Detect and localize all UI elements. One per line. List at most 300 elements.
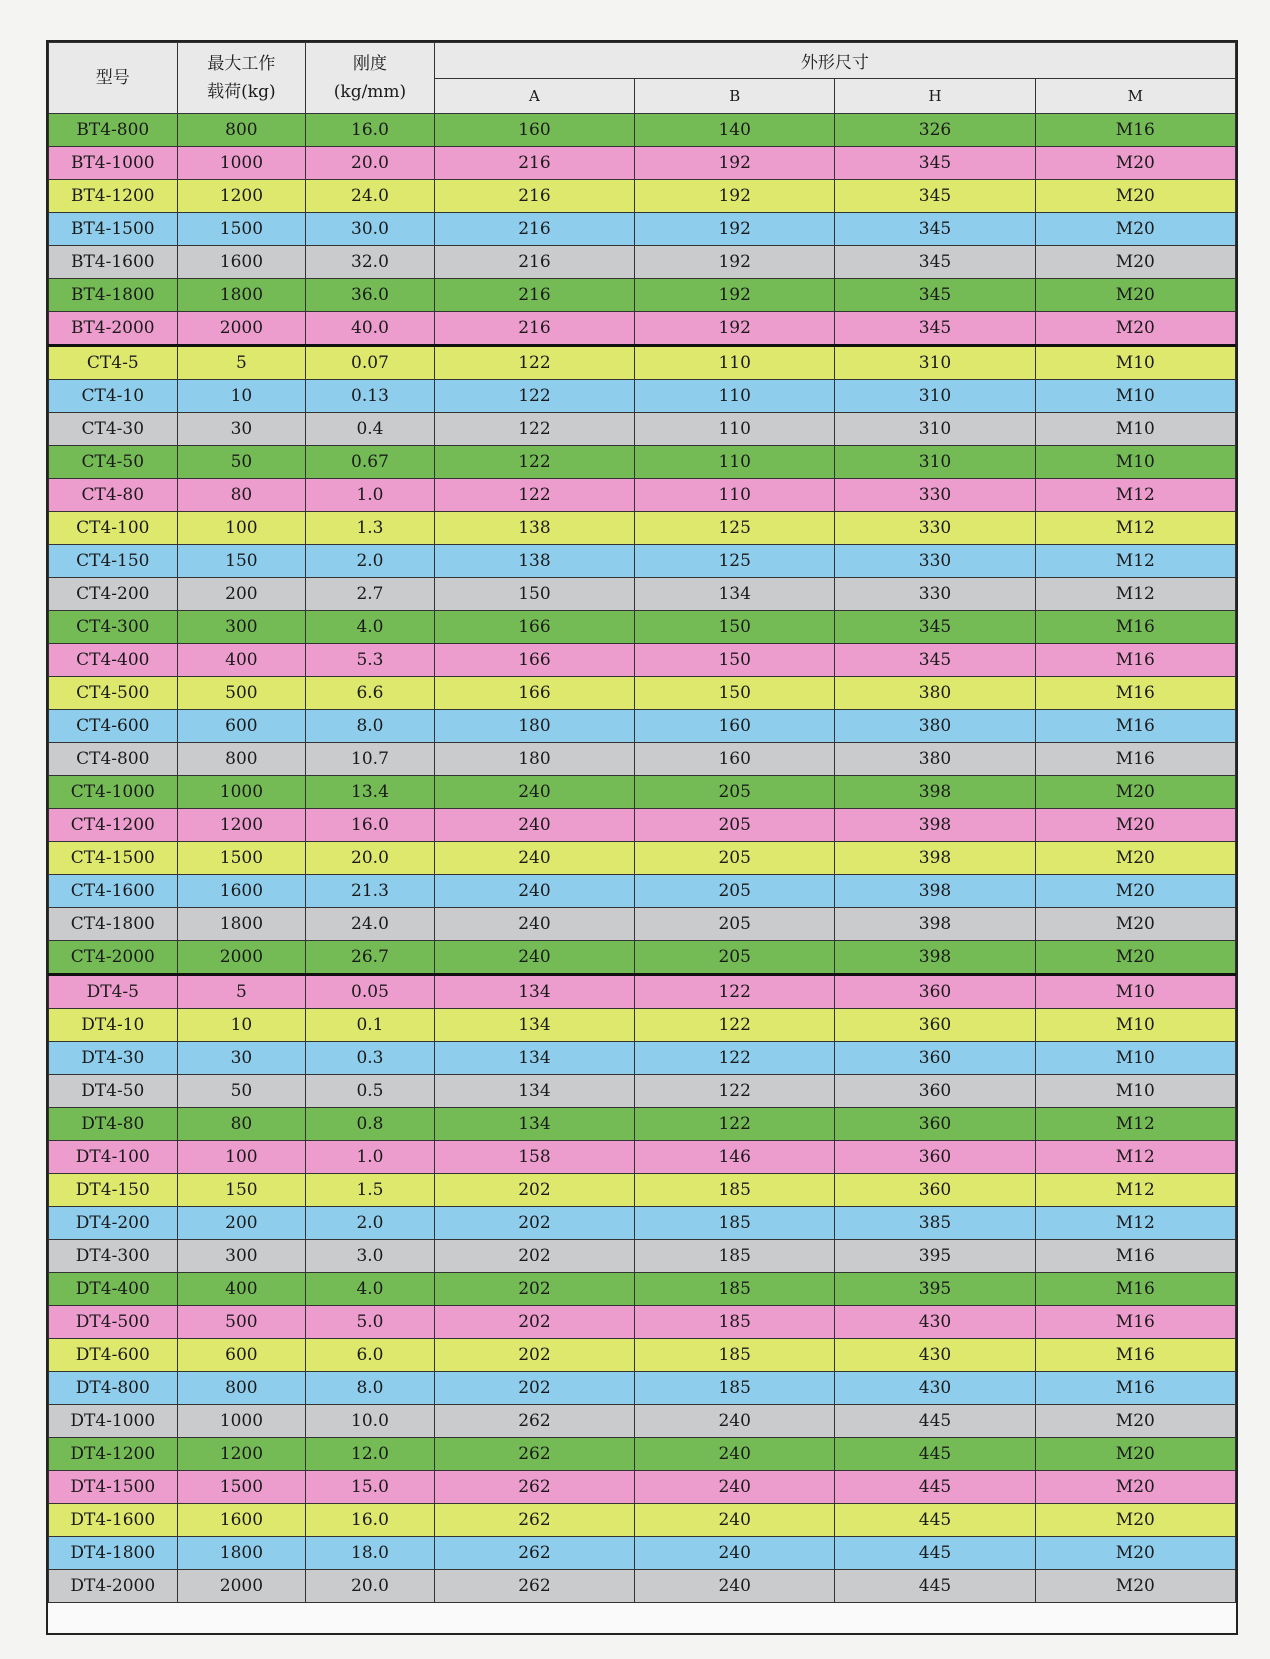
cell-model: DT4-300 (49, 1240, 178, 1273)
cell-model: CT4-1000 (49, 776, 178, 809)
cell-h: 345 (835, 644, 1035, 677)
cell-model: CT4-200 (49, 578, 178, 611)
cell-model: DT4-1600 (49, 1504, 178, 1537)
table-row (49, 842, 1236, 875)
cell-h: 430 (835, 1306, 1035, 1339)
cell-b: 110 (635, 413, 835, 446)
cell-m: M16 (1035, 1372, 1235, 1405)
cell-m: M20 (1035, 147, 1235, 180)
table-row (49, 677, 1236, 710)
cell-m: M20 (1035, 941, 1235, 975)
cell-h: 398 (835, 908, 1035, 941)
cell-stiffness: 5.3 (306, 644, 435, 677)
cell-m: M16 (1035, 611, 1235, 644)
cell-a: 138 (434, 545, 634, 578)
table-row (49, 1570, 1236, 1603)
cell-h: 345 (835, 312, 1035, 346)
cell-model: DT4-50 (49, 1075, 178, 1108)
cell-m: M10 (1035, 1042, 1235, 1075)
cell-a: 240 (434, 941, 634, 975)
cell-m: M20 (1035, 1405, 1235, 1438)
cell-stiffness: 24.0 (306, 180, 435, 213)
table-row (49, 246, 1236, 279)
cell-max-load: 200 (177, 578, 306, 611)
table-row (49, 279, 1236, 312)
cell-m: M16 (1035, 677, 1235, 710)
cell-model: CT4-100 (49, 512, 178, 545)
cell-h: 445 (835, 1405, 1035, 1438)
cell-max-load: 1500 (177, 213, 306, 246)
cell-max-load: 10 (177, 1009, 306, 1042)
cell-model: CT4-30 (49, 413, 178, 446)
cell-h: 360 (835, 1108, 1035, 1141)
cell-a: 202 (434, 1306, 634, 1339)
cell-a: 122 (434, 446, 634, 479)
cell-m: M10 (1035, 346, 1235, 380)
table-row (49, 1273, 1236, 1306)
cell-m: M16 (1035, 644, 1235, 677)
cell-a: 166 (434, 644, 634, 677)
cell-h: 395 (835, 1273, 1035, 1306)
table-row (49, 743, 1236, 776)
cell-a: 202 (434, 1273, 634, 1306)
cell-a: 240 (434, 842, 634, 875)
cell-max-load: 10 (177, 380, 306, 413)
cell-stiffness: 0.1 (306, 1009, 435, 1042)
cell-b: 240 (635, 1405, 835, 1438)
cell-b: 205 (635, 776, 835, 809)
table-row (49, 380, 1236, 413)
cell-b: 185 (635, 1240, 835, 1273)
cell-b: 192 (635, 213, 835, 246)
cell-max-load: 1200 (177, 1438, 306, 1471)
cell-m: M20 (1035, 1438, 1235, 1471)
cell-stiffness: 20.0 (306, 842, 435, 875)
cell-h: 345 (835, 180, 1035, 213)
cell-stiffness: 30.0 (306, 213, 435, 246)
cell-a: 240 (434, 776, 634, 809)
cell-b: 192 (635, 180, 835, 213)
cell-b: 205 (635, 875, 835, 908)
cell-m: M20 (1035, 776, 1235, 809)
cell-stiffness: 0.05 (306, 975, 435, 1009)
cell-a: 122 (434, 380, 634, 413)
cell-b: 122 (635, 1075, 835, 1108)
table-body (49, 114, 1236, 1603)
cell-b: 122 (635, 1042, 835, 1075)
cell-stiffness: 0.3 (306, 1042, 435, 1075)
cell-model: BT4-1000 (49, 147, 178, 180)
cell-h: 395 (835, 1240, 1035, 1273)
cell-model: CT4-1500 (49, 842, 178, 875)
cell-m: M20 (1035, 875, 1235, 908)
cell-max-load: 600 (177, 710, 306, 743)
cell-b: 185 (635, 1207, 835, 1240)
cell-h: 345 (835, 147, 1035, 180)
cell-a: 262 (434, 1570, 634, 1603)
cell-stiffness: 36.0 (306, 279, 435, 312)
cell-stiffness: 2.0 (306, 1207, 435, 1240)
table-row (49, 1537, 1236, 1570)
cell-max-load: 5 (177, 346, 306, 380)
header-max-load: 最大工作 载荷(kg) (177, 43, 306, 114)
cell-stiffness: 20.0 (306, 147, 435, 180)
cell-stiffness: 2.7 (306, 578, 435, 611)
cell-model: DT4-100 (49, 1141, 178, 1174)
table-row (49, 1339, 1236, 1372)
cell-max-load: 100 (177, 1141, 306, 1174)
cell-b: 205 (635, 809, 835, 842)
cell-stiffness: 1.5 (306, 1174, 435, 1207)
cell-a: 134 (434, 1042, 634, 1075)
cell-b: 122 (635, 1009, 835, 1042)
cell-max-load: 300 (177, 611, 306, 644)
table-row (49, 908, 1236, 941)
cell-a: 216 (434, 180, 634, 213)
cell-b: 150 (635, 644, 835, 677)
cell-h: 310 (835, 346, 1035, 380)
cell-h: 310 (835, 446, 1035, 479)
cell-h: 345 (835, 213, 1035, 246)
cell-model: DT4-2000 (49, 1570, 178, 1603)
cell-b: 185 (635, 1339, 835, 1372)
cell-m: M16 (1035, 1273, 1235, 1306)
cell-model: BT4-1600 (49, 246, 178, 279)
cell-b: 125 (635, 545, 835, 578)
cell-m: M12 (1035, 479, 1235, 512)
cell-m: M20 (1035, 1570, 1235, 1603)
cell-h: 330 (835, 479, 1035, 512)
table-row (49, 1009, 1236, 1042)
cell-b: 192 (635, 279, 835, 312)
header-a: A (434, 79, 634, 114)
cell-h: 330 (835, 512, 1035, 545)
table-row (49, 213, 1236, 246)
cell-a: 122 (434, 413, 634, 446)
cell-a: 134 (434, 1075, 634, 1108)
cell-h: 360 (835, 975, 1035, 1009)
cell-h: 360 (835, 1075, 1035, 1108)
cell-a: 202 (434, 1339, 634, 1372)
cell-m: M20 (1035, 842, 1235, 875)
cell-model: BT4-1200 (49, 180, 178, 213)
cell-model: CT4-50 (49, 446, 178, 479)
cell-m: M10 (1035, 1075, 1235, 1108)
cell-model: DT4-1500 (49, 1471, 178, 1504)
cell-model: DT4-500 (49, 1306, 178, 1339)
cell-b: 110 (635, 446, 835, 479)
table-row (49, 180, 1236, 213)
cell-b: 160 (635, 743, 835, 776)
cell-max-load: 1500 (177, 1471, 306, 1504)
cell-stiffness: 12.0 (306, 1438, 435, 1471)
cell-stiffness: 20.0 (306, 1570, 435, 1603)
cell-model: CT4-2000 (49, 941, 178, 975)
cell-a: 180 (434, 710, 634, 743)
table-row (49, 1240, 1236, 1273)
cell-m: M12 (1035, 1174, 1235, 1207)
cell-model: BT4-1500 (49, 213, 178, 246)
cell-a: 262 (434, 1471, 634, 1504)
cell-model: DT4-1200 (49, 1438, 178, 1471)
cell-max-load: 5 (177, 975, 306, 1009)
cell-m: M12 (1035, 1141, 1235, 1174)
cell-m: M20 (1035, 213, 1235, 246)
cell-max-load: 150 (177, 1174, 306, 1207)
table-row (49, 413, 1236, 446)
table-header (49, 43, 1236, 114)
cell-max-load: 1800 (177, 908, 306, 941)
cell-max-load: 800 (177, 743, 306, 776)
cell-max-load: 2000 (177, 1570, 306, 1603)
cell-model: CT4-5 (49, 346, 178, 380)
cell-m: M10 (1035, 380, 1235, 413)
cell-max-load: 80 (177, 479, 306, 512)
cell-stiffness: 0.07 (306, 346, 435, 380)
header-dimensions: 外形尺寸 (434, 43, 1235, 79)
cell-max-load: 1200 (177, 180, 306, 213)
cell-max-load: 200 (177, 1207, 306, 1240)
cell-model: CT4-10 (49, 380, 178, 413)
cell-h: 345 (835, 279, 1035, 312)
cell-model: DT4-1000 (49, 1405, 178, 1438)
cell-stiffness: 1.0 (306, 479, 435, 512)
cell-model: CT4-800 (49, 743, 178, 776)
cell-model: CT4-1800 (49, 908, 178, 941)
cell-b: 150 (635, 677, 835, 710)
cell-model: DT4-600 (49, 1339, 178, 1372)
cell-max-load: 800 (177, 114, 306, 147)
cell-h: 345 (835, 246, 1035, 279)
table-row (49, 1141, 1236, 1174)
table-row (49, 114, 1236, 147)
cell-max-load: 300 (177, 1240, 306, 1273)
cell-m: M20 (1035, 180, 1235, 213)
cell-max-load: 1800 (177, 1537, 306, 1570)
cell-max-load: 1600 (177, 875, 306, 908)
cell-b: 240 (635, 1471, 835, 1504)
cell-b: 110 (635, 380, 835, 413)
cell-a: 158 (434, 1141, 634, 1174)
header-b: B (635, 79, 835, 114)
cell-stiffness: 10.0 (306, 1405, 435, 1438)
cell-m: M20 (1035, 1537, 1235, 1570)
cell-stiffness: 24.0 (306, 908, 435, 941)
cell-h: 380 (835, 677, 1035, 710)
table-row (49, 1174, 1236, 1207)
cell-max-load: 800 (177, 1372, 306, 1405)
table-row (49, 578, 1236, 611)
cell-a: 166 (434, 611, 634, 644)
cell-m: M12 (1035, 512, 1235, 545)
cell-stiffness: 0.8 (306, 1108, 435, 1141)
cell-h: 430 (835, 1372, 1035, 1405)
cell-stiffness: 26.7 (306, 941, 435, 975)
spec-table-sheet (46, 40, 1238, 1635)
cell-m: M16 (1035, 1339, 1235, 1372)
table-row (49, 1471, 1236, 1504)
cell-m: M12 (1035, 578, 1235, 611)
cell-stiffness: 2.0 (306, 545, 435, 578)
cell-model: BT4-2000 (49, 312, 178, 346)
cell-model: CT4-150 (49, 545, 178, 578)
cell-b: 185 (635, 1306, 835, 1339)
cell-h: 345 (835, 611, 1035, 644)
cell-max-load: 1000 (177, 776, 306, 809)
cell-stiffness: 8.0 (306, 710, 435, 743)
cell-a: 150 (434, 578, 634, 611)
cell-a: 180 (434, 743, 634, 776)
cell-model: BT4-1800 (49, 279, 178, 312)
header-m: M (1035, 79, 1235, 114)
cell-max-load: 2000 (177, 312, 306, 346)
cell-a: 202 (434, 1372, 634, 1405)
cell-model: DT4-400 (49, 1273, 178, 1306)
cell-stiffness: 8.0 (306, 1372, 435, 1405)
cell-model: DT4-150 (49, 1174, 178, 1207)
table-row (49, 941, 1236, 975)
cell-model: DT4-800 (49, 1372, 178, 1405)
cell-stiffness: 40.0 (306, 312, 435, 346)
cell-stiffness: 16.0 (306, 1504, 435, 1537)
cell-m: M10 (1035, 413, 1235, 446)
table-row (49, 1438, 1236, 1471)
table-row (49, 1504, 1236, 1537)
cell-stiffness: 0.13 (306, 380, 435, 413)
cell-a: 134 (434, 1009, 634, 1042)
cell-b: 125 (635, 512, 835, 545)
cell-h: 380 (835, 710, 1035, 743)
cell-stiffness: 0.4 (306, 413, 435, 446)
cell-a: 202 (434, 1240, 634, 1273)
cell-b: 110 (635, 479, 835, 512)
cell-b: 192 (635, 147, 835, 180)
cell-stiffness: 32.0 (306, 246, 435, 279)
cell-a: 166 (434, 677, 634, 710)
cell-stiffness: 4.0 (306, 611, 435, 644)
table-row (49, 809, 1236, 842)
header-h: H (835, 79, 1035, 114)
cell-stiffness: 4.0 (306, 1273, 435, 1306)
cell-m: M16 (1035, 710, 1235, 743)
cell-model: BT4-800 (49, 114, 178, 147)
cell-max-load: 150 (177, 545, 306, 578)
cell-m: M16 (1035, 1240, 1235, 1273)
cell-a: 202 (434, 1174, 634, 1207)
cell-h: 430 (835, 1339, 1035, 1372)
cell-stiffness: 3.0 (306, 1240, 435, 1273)
cell-h: 310 (835, 413, 1035, 446)
cell-h: 360 (835, 1042, 1035, 1075)
cell-m: M20 (1035, 312, 1235, 346)
cell-a: 216 (434, 246, 634, 279)
cell-b: 150 (635, 611, 835, 644)
cell-stiffness: 1.0 (306, 1141, 435, 1174)
cell-max-load: 30 (177, 413, 306, 446)
cell-max-load: 2000 (177, 941, 306, 975)
cell-h: 385 (835, 1207, 1035, 1240)
cell-a: 134 (434, 1108, 634, 1141)
cell-b: 192 (635, 312, 835, 346)
cell-h: 360 (835, 1141, 1035, 1174)
cell-a: 216 (434, 213, 634, 246)
cell-stiffness: 18.0 (306, 1537, 435, 1570)
table-row (49, 512, 1236, 545)
cell-m: M16 (1035, 743, 1235, 776)
cell-m: M20 (1035, 1471, 1235, 1504)
cell-h: 445 (835, 1537, 1035, 1570)
cell-stiffness: 6.6 (306, 677, 435, 710)
cell-max-load: 1800 (177, 279, 306, 312)
cell-a: 262 (434, 1438, 634, 1471)
cell-b: 110 (635, 346, 835, 380)
cell-model: CT4-600 (49, 710, 178, 743)
cell-b: 122 (635, 975, 835, 1009)
cell-model: DT4-80 (49, 1108, 178, 1141)
cell-max-load: 1000 (177, 1405, 306, 1438)
cell-a: 240 (434, 908, 634, 941)
cell-m: M16 (1035, 1306, 1235, 1339)
cell-a: 202 (434, 1207, 634, 1240)
cell-a: 262 (434, 1537, 634, 1570)
cell-b: 185 (635, 1174, 835, 1207)
table-row (49, 975, 1236, 1009)
cell-max-load: 30 (177, 1042, 306, 1075)
cell-b: 122 (635, 1108, 835, 1141)
cell-model: CT4-300 (49, 611, 178, 644)
cell-max-load: 400 (177, 644, 306, 677)
cell-model: DT4-30 (49, 1042, 178, 1075)
cell-max-load: 600 (177, 1339, 306, 1372)
cell-b: 146 (635, 1141, 835, 1174)
table-row (49, 1075, 1236, 1108)
cell-max-load: 1600 (177, 246, 306, 279)
cell-b: 205 (635, 842, 835, 875)
cell-h: 398 (835, 809, 1035, 842)
cell-model: DT4-1800 (49, 1537, 178, 1570)
table-row (49, 1207, 1236, 1240)
table-row (49, 1042, 1236, 1075)
table-row (49, 710, 1236, 743)
cell-model: CT4-80 (49, 479, 178, 512)
cell-max-load: 500 (177, 1306, 306, 1339)
cell-m: M20 (1035, 246, 1235, 279)
cell-m: M10 (1035, 1009, 1235, 1042)
cell-b: 240 (635, 1438, 835, 1471)
header-stiffness: 刚度 (kg/mm) (306, 43, 435, 114)
cell-max-load: 50 (177, 446, 306, 479)
cell-a: 262 (434, 1405, 634, 1438)
cell-stiffness: 0.5 (306, 1075, 435, 1108)
cell-m: M20 (1035, 908, 1235, 941)
cell-h: 330 (835, 545, 1035, 578)
cell-stiffness: 1.3 (306, 512, 435, 545)
cell-stiffness: 5.0 (306, 1306, 435, 1339)
cell-h: 445 (835, 1471, 1035, 1504)
cell-m: M12 (1035, 545, 1235, 578)
cell-b: 240 (635, 1504, 835, 1537)
cell-model: CT4-1200 (49, 809, 178, 842)
cell-a: 134 (434, 975, 634, 1009)
table-row (49, 346, 1236, 380)
cell-b: 140 (635, 114, 835, 147)
table-row (49, 147, 1236, 180)
cell-b: 240 (635, 1537, 835, 1570)
table-row (49, 446, 1236, 479)
cell-b: 134 (635, 578, 835, 611)
table-row (49, 644, 1236, 677)
cell-h: 445 (835, 1438, 1035, 1471)
